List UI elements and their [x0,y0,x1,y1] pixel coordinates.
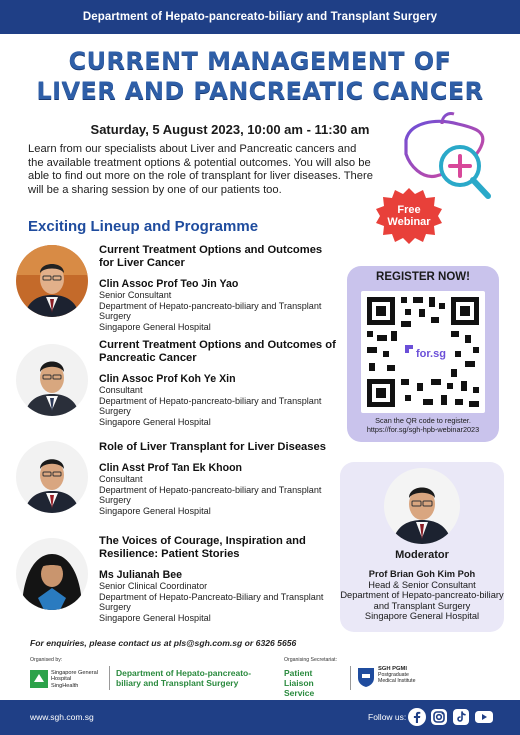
sgh-logo [30,666,106,692]
speaker-dept: Department of Hepato-pancreato-biliary and Transplant Surgery [99,395,322,417]
moderator-panel [340,462,504,632]
speaker-role: Consultant [99,385,143,395]
badge-line-2: Webinar [387,216,431,228]
talk-item [99,339,339,427]
registration-qr-code[interactable] [361,291,485,413]
speaker-dept: Department of Hepato-Pancreato-Biliary and Transplant Surgery [99,591,324,613]
enquiries-text: For enquiries, please contact us at pls@sgh.com.sg or 6326 5656 [30,638,297,648]
speaker-name: Clin Assoc Prof Teo Jin Yao [99,278,239,290]
moderator-role: Head & Senior Consultant [368,579,476,590]
moderator-dept: Department of Hepato-pancreato-biliary and Transplant Surgery [340,590,504,611]
talk-item [99,535,339,623]
speaker-role: Consultant [99,474,143,484]
talk-item [99,441,339,516]
organiser-dept: Department of Hepato-pancreato-biliary and Transplant Surgery [116,668,252,688]
event-intro: Learn from our specialists about Liver and Pancreatic cancers and the available treatment options & potential outcomes. You will also be able to find out more on the role of transplant for liver diseases. There will be a sharing session by one of our patients too. [28,143,373,196]
moderator-name: Prof Brian Goh Kim Poh [368,569,476,579]
patient-liaison-service: Patient Liaison Service [284,668,315,698]
footer-bar [0,700,520,735]
speaker-photo [16,344,88,416]
sgh-logo-text [51,670,107,689]
speaker-org: Singapore General Hospital [99,416,211,427]
instagram-icon[interactable] [430,708,448,726]
event-datetime: Saturday, 5 August 2023, 10:00 am - 11:30 am [90,122,370,137]
moderator-label: Moderator [395,549,449,561]
speaker-dept: Department of Hepato-pancreato-biliary and Transplant Surgery [99,300,322,322]
moderator-org: Singapore General Hospital [364,611,480,622]
pgmi-logo-text [378,666,422,684]
free-webinar-badge [374,188,444,244]
talk-title: Current Treatment Options and Outcomes for Liver Cancer [99,244,323,269]
speaker-name: Clin Asst Prof Tan Ek Khoon [99,462,243,474]
sgh-sub: SingHealth [51,682,79,689]
register-heading: REGISTER NOW! [376,271,470,283]
qr-label: for.sg [416,348,446,360]
register-instruction-text: Scan the QR code to register. [375,416,471,425]
speaker-name: Ms Julianah Bee [99,569,183,581]
register-url[interactable]: https://for.sg/sgh-hpb-webinar2023 [366,425,480,434]
moderator-details [340,569,504,622]
speaker-photo [16,245,88,317]
lineup-heading: Exciting Lineup and Programme [28,218,259,235]
divider [350,666,351,690]
facebook-icon[interactable] [408,708,426,726]
speaker-org: Singapore General Hospital [99,321,211,332]
speaker-photo [16,538,88,610]
moderator-photo [384,468,460,544]
speaker-name: Clin Assoc Prof Koh Ye Xin [99,373,236,385]
speaker-dept: Department of Hepato-pancreato-biliary and Transplant Surgery [99,484,322,506]
speaker-role: Senior Clinical Coordinator [99,581,208,591]
speaker-role: Senior Consultant [99,290,172,300]
badge-line-1: Free [397,204,421,216]
secretariat-label: Organising Secretariat: [284,657,338,663]
divider [109,666,110,690]
speaker-org: Singapore General Hospital [99,612,211,623]
register-instruction [347,416,499,434]
speaker-org: Singapore General Hospital [99,505,211,516]
sgh-logo-icon [30,670,48,688]
pgmi-name: Postgraduate Medical Institute [378,672,416,684]
talk-title: Current Treatment Options and Outcomes of Pancreatic Cancer [99,339,336,364]
follow-us-label: Follow us: [368,712,407,722]
talk-title: Role of Liver Transplant for Liver Diseases [99,441,326,453]
youtube-icon[interactable] [474,708,494,726]
event-title [0,46,520,106]
sgh-name: Singapore General Hospital [51,670,98,683]
talk-item [99,244,339,332]
organised-by-label: Organised by: [30,657,63,663]
event-title-line-1: CURRENT MANAGEMENT OF [68,47,452,75]
website-link[interactable]: www.sgh.com.sg [30,712,94,722]
talk-title: The Voices of Courage, Inspiration and Resilience: Patient Stories [99,535,306,560]
register-panel [347,266,499,442]
event-title-line-2: LIVER AND PANCREATIC CANCER [36,77,484,105]
department-banner [0,0,520,34]
pgmi-crest-icon [356,666,376,688]
tiktok-icon[interactable] [452,708,470,726]
pgmi-code: SGH PGMI [378,666,407,672]
department-name: Department of Hepato-pancreato-biliary and Transplant Surgery [82,11,438,23]
speaker-photo [16,441,88,513]
